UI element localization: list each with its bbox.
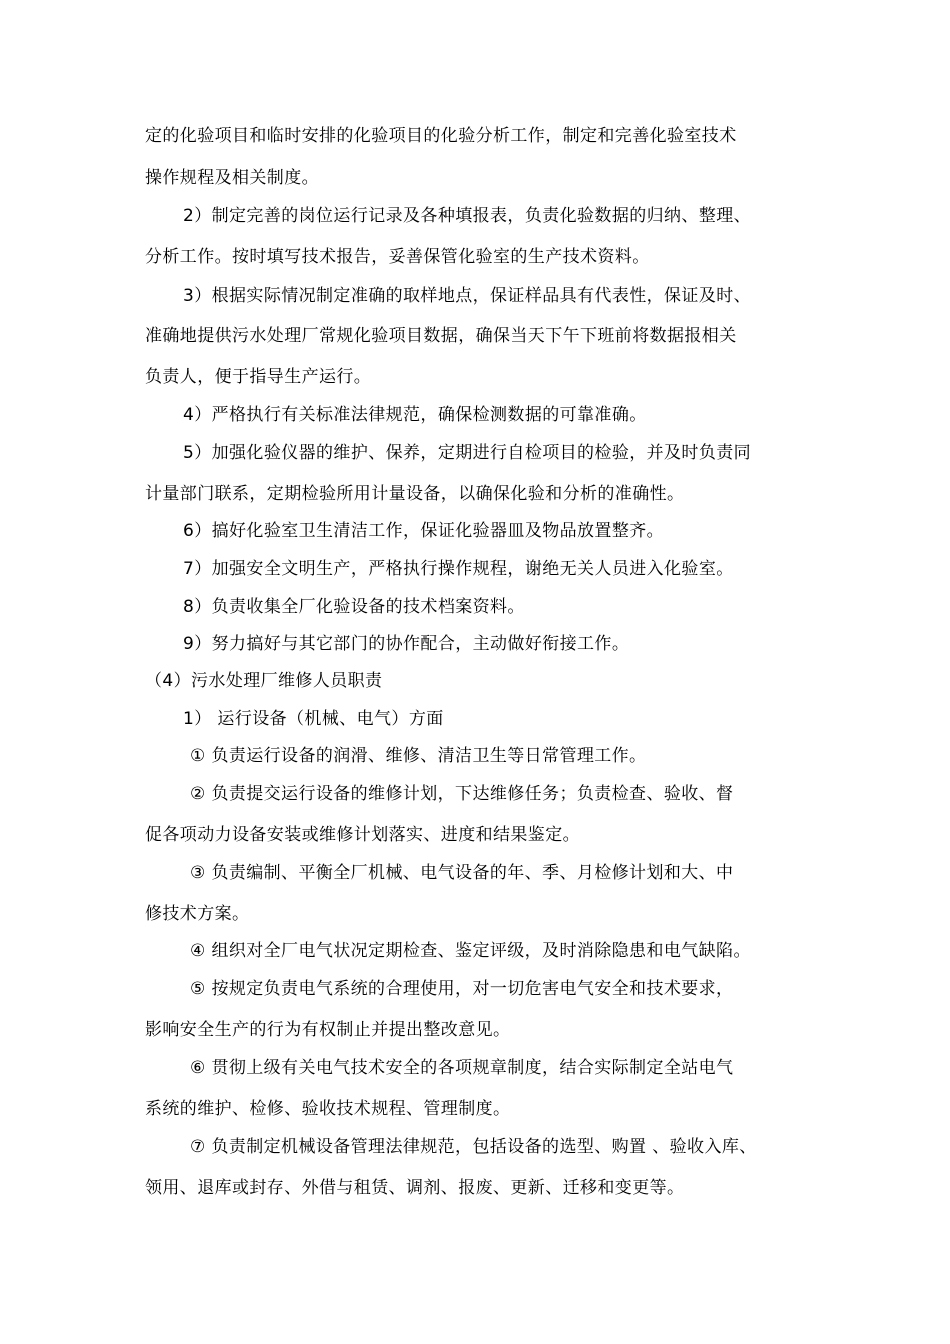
list-item-circled-2: ② 负责提交运行设备的维修计划，下达维修任务；负责检查、验收、督: [190, 784, 734, 804]
list-item-8: 8）负责收集全厂化验设备的技术档案资料。: [183, 597, 525, 617]
list-item-3: 3）根据实际情况制定准确的取样地点，保证样品具有代表性，保证及时、: [183, 286, 752, 306]
section-heading: （4）污水处理厂维修人员职责: [145, 671, 383, 691]
paragraph-line: 准确地提供污水处理厂常规化验项目数据，确保当天下午下班前将数据报相关: [145, 326, 737, 346]
paragraph-line: 计量部门联系，定期检验所用计量设备，以确保化验和分析的准确性。: [145, 484, 685, 504]
subsection-heading: 1） 运行设备（机械、电气）方面: [183, 709, 444, 729]
paragraph-line: 促各项动力设备安装或维修计划落实、进度和结果鉴定。: [145, 825, 580, 845]
paragraph-line: 影响安全生产的行为有权制止并提出整改意见。: [145, 1020, 511, 1040]
list-item-circled-5: ⑤ 按规定负责电气系统的合理使用，对一切危害电气安全和技术要求，: [190, 979, 734, 999]
paragraph-line: 领用、退库或封存、外借与租赁、调剂、报废、更新、迁移和变更等。: [145, 1178, 685, 1198]
paragraph-line: 操作规程及相关制度。: [145, 168, 319, 188]
list-item-6: 6）搞好化验室卫生清洁工作，保证化验器皿及物品放置整齐。: [183, 521, 665, 541]
list-item-circled-7: ⑦ 负责制定机械设备管理法律规范，包括设备的选型、购置 、验收入库、: [190, 1137, 757, 1157]
paragraph-line: 修技术方案。: [145, 904, 250, 924]
paragraph-line: 负责人，便于指导生产运行。: [145, 367, 372, 387]
paragraph-line: 定的化验项目和临时安排的化验项目的化验分析工作，制定和完善化验室技术: [145, 126, 737, 146]
list-item-9: 9）努力搞好与其它部门的协作配合，主动做好衔接工作。: [183, 634, 630, 654]
list-item-7: 7）加强安全文明生产，严格执行操作规程，谢绝无关人员进入化验室。: [183, 559, 734, 579]
list-item-5: 5）加强化验仪器的维护、保养，定期进行自检项目的检验，并及时负责同: [183, 443, 752, 463]
list-item-4: 4）严格执行有关标准法律规范，确保检测数据的可靠准确。: [183, 405, 647, 425]
list-item-2: 2）制定完善的岗位运行记录及各种填报表，负责化验数据的归纳、整理、: [183, 206, 752, 226]
paragraph-line: 系统的维护、检修、验收技术规程、管理制度。: [145, 1099, 511, 1119]
paragraph-line: 分析工作。按时填写技术报告，妥善保管化验室的生产技术资料。: [145, 247, 650, 267]
list-item-circled-6: ⑥ 贯彻上级有关电气技术安全的各项规章制度，结合实际制定全站电气: [190, 1058, 734, 1078]
list-item-circled-3: ③ 负责编制、平衡全厂机械、电气设备的年、季、月检修计划和大、中: [190, 863, 734, 883]
list-item-circled-1: ① 负责运行设备的润滑、维修、清洁卫生等日常管理工作。: [190, 746, 647, 766]
list-item-circled-4: ④ 组织对全厂电气状况定期检查、鉴定评级，及时消除隐患和电气缺陷。: [190, 941, 751, 961]
